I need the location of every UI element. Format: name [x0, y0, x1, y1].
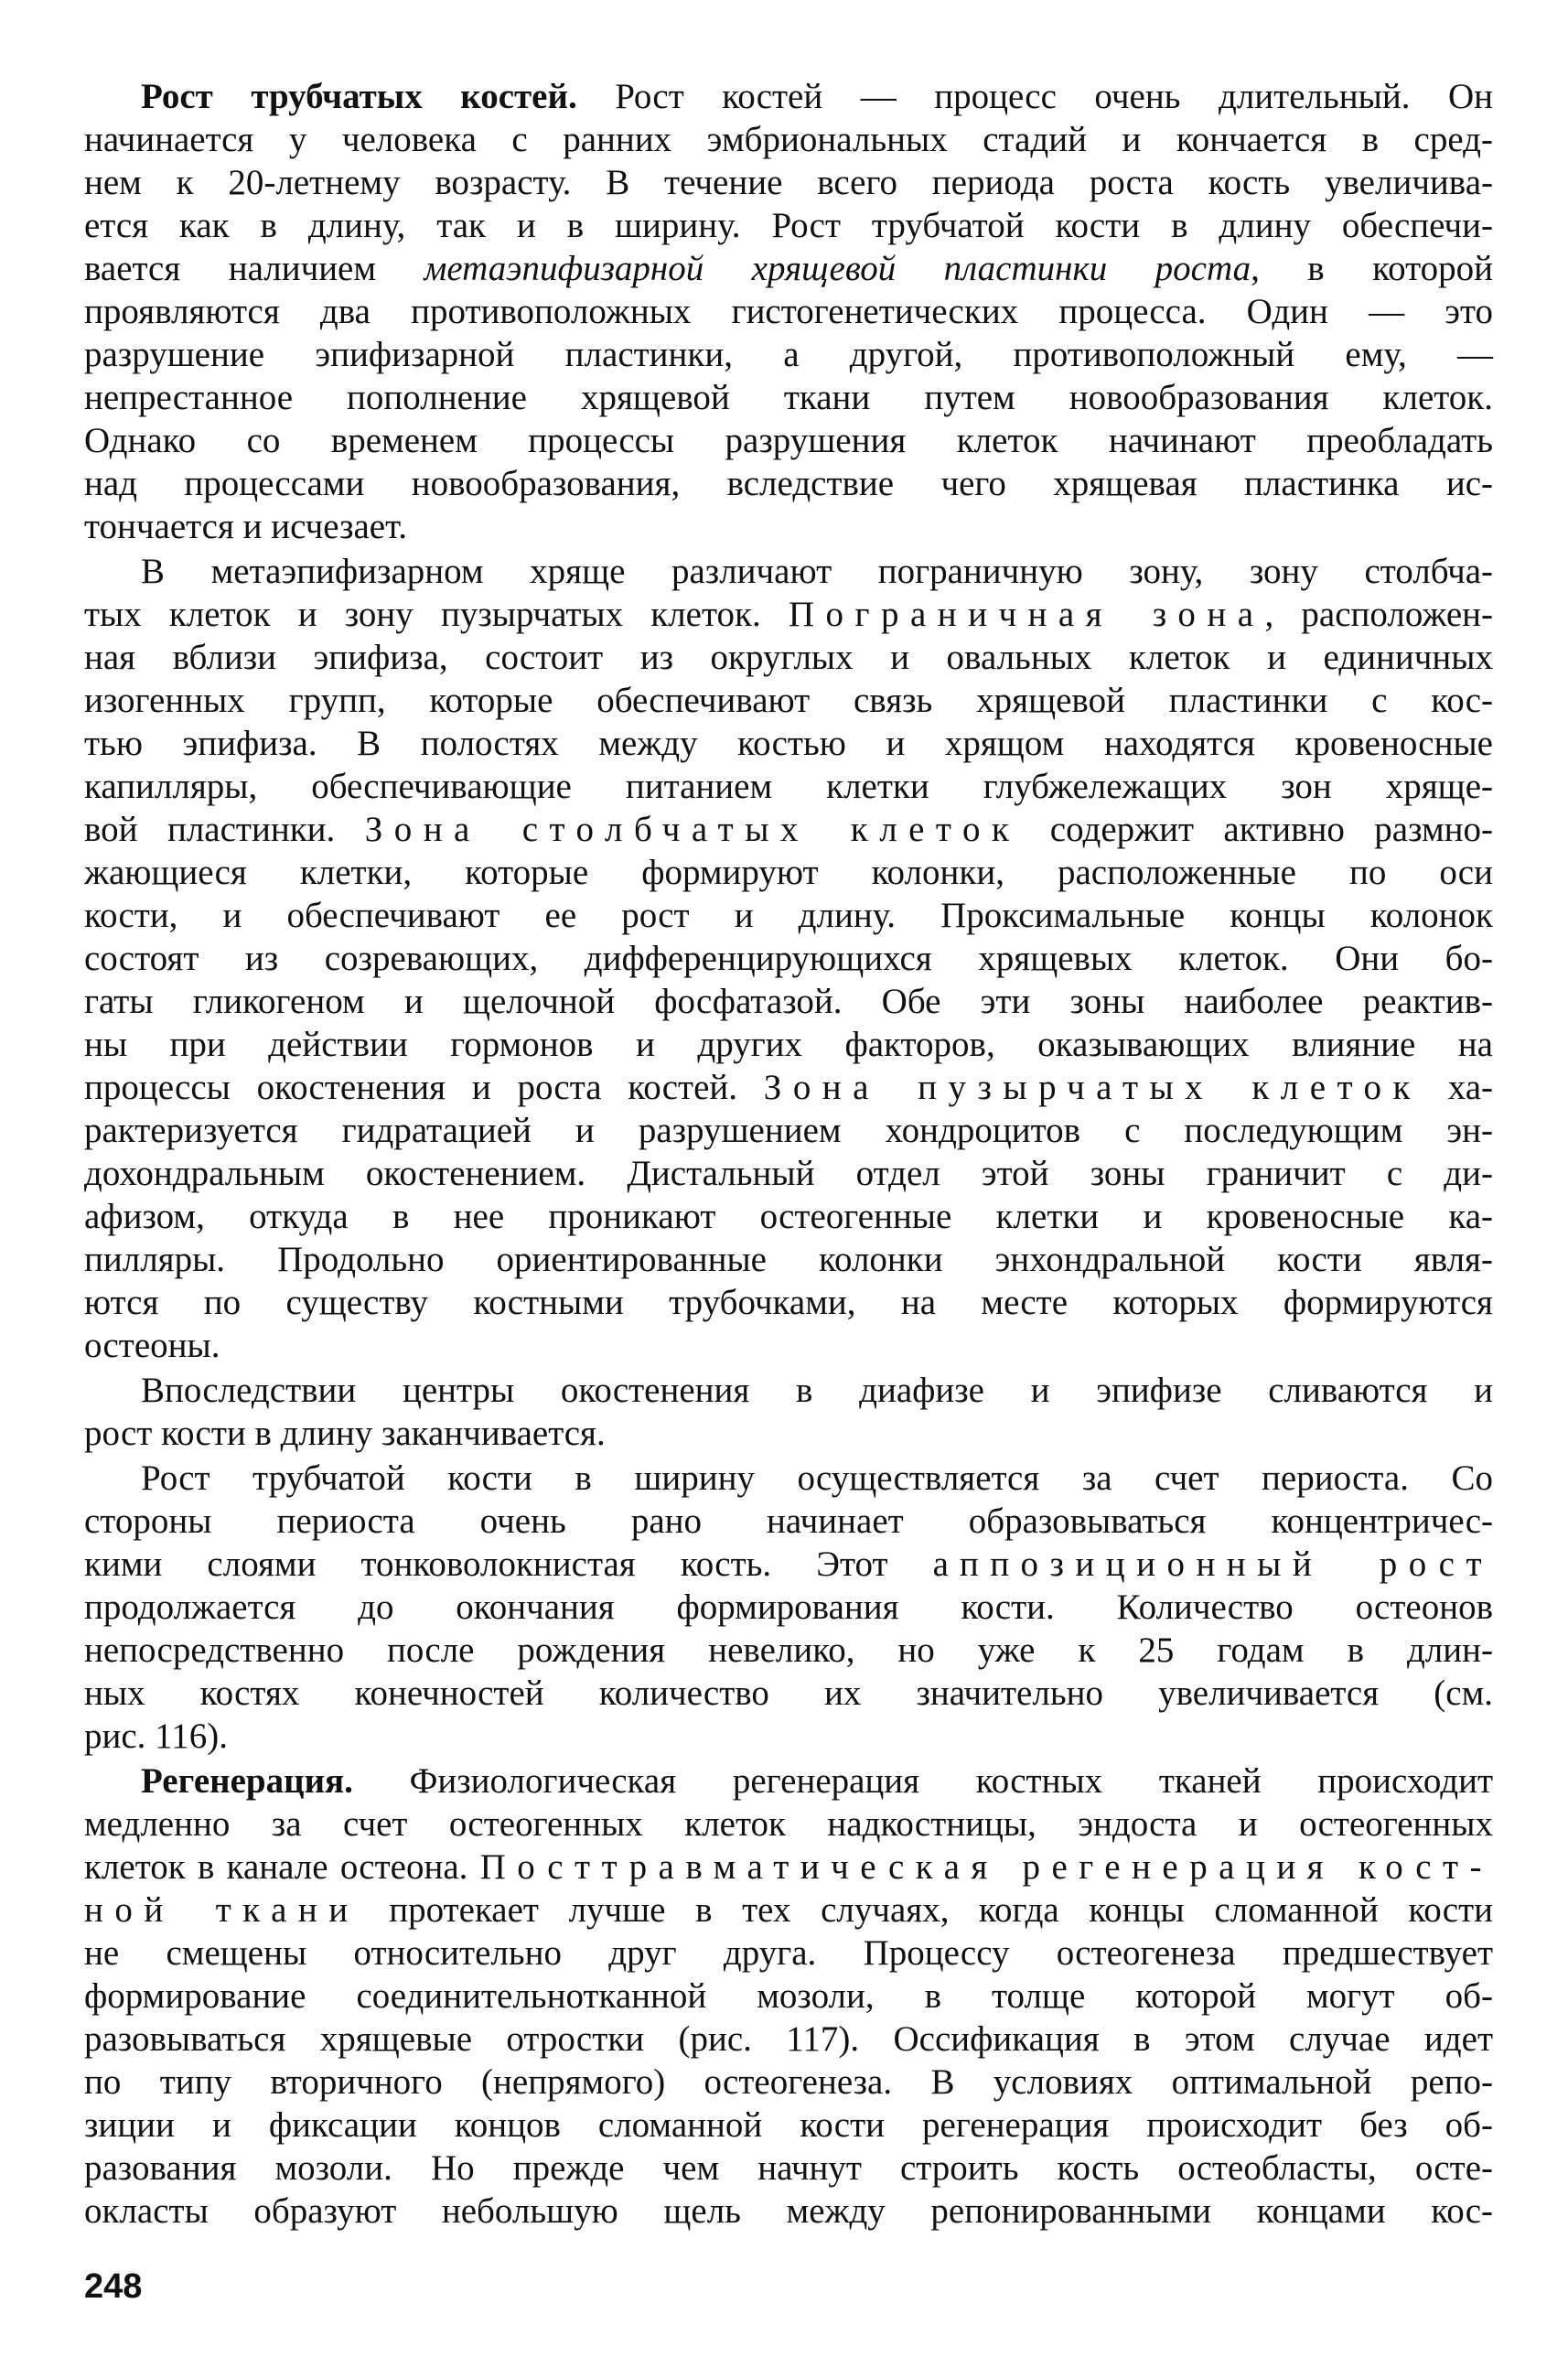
- spaced-term: Посттравматическая регенерация кост-: [479, 1847, 1494, 1887]
- text-line: [84, 808, 1493, 851]
- text-line: [84, 593, 1493, 636]
- text-line: [84, 1932, 1493, 1975]
- paragraph: [84, 75, 1493, 548]
- text-run: окласты образуют небольшую щель между репонированными концами кос-: [84, 2191, 1493, 2231]
- text-run: содержит активно размно-: [1020, 810, 1493, 849]
- text-run: тончается и исчезает.: [84, 507, 407, 546]
- text-line: [84, 1889, 1493, 1932]
- text-line: [84, 161, 1493, 204]
- text-run: рост кости в длину заканчивается.: [84, 1414, 606, 1453]
- text-line: [84, 1760, 1493, 1803]
- text-line: [84, 1500, 1493, 1543]
- text-run: над процессами новообразования, вследствие чего хрящевая пластинка ис-: [84, 464, 1493, 503]
- text-run: кости, и обеспечивают ее рост и длину. Проксимальные концы колонок: [84, 896, 1493, 935]
- text-line: [84, 1066, 1493, 1109]
- text-line: [84, 2061, 1493, 2104]
- text-line: [84, 722, 1493, 765]
- text-line: [84, 550, 1493, 593]
- text-run: состоят из созревающих, дифференцирующихся хрящевых клеток. Они бо-: [84, 939, 1493, 978]
- text-line: [84, 1672, 1493, 1715]
- text-run: рактеризуется гидратацией и разрушением хондроцитов с последующим эн-: [84, 1111, 1493, 1150]
- text-run: клеток в канале остеона.: [84, 1847, 480, 1887]
- text-run: медленно за счет остеогенных клеток надкостницы, эндоста и остеогенных: [84, 1804, 1493, 1844]
- text-run: формирование соединительнотканной мозоли, в толще которой могут об-: [84, 1976, 1493, 2016]
- spaced-term: аппозиционный рост: [932, 1544, 1493, 1584]
- text-run: ная вблизи эпифиза, состоит из округлых и овальных клеток и единичных: [84, 638, 1493, 677]
- text-line: [84, 462, 1493, 505]
- text-line: [84, 851, 1493, 894]
- text-run: ны при действии гормонов и других факторов, оказывающих влияние на: [84, 1025, 1493, 1064]
- text-run: разрушение эпифизарной пластинки, а другой, противоположный ему, —: [84, 335, 1493, 374]
- text-run: В метаэпифизарном хряще различают пограничную зону, зону столбча-: [141, 552, 1493, 591]
- text-line: [84, 247, 1493, 290]
- spaced-term: Пограничная зона: [788, 595, 1265, 634]
- text-run: гаты гликогеном и щелочной фосфатазой. Обе эти зоны наиболее реактив-: [84, 982, 1493, 1021]
- text-run: нем к 20-летнему возрасту. В течение всего периода роста кость увеличива-: [84, 163, 1493, 202]
- text-run: Рост трубчатой кости в ширину осуществляется за счет периоста. Со: [141, 1458, 1493, 1498]
- text-run: остеоны.: [84, 1326, 220, 1365]
- text-line: [84, 2018, 1493, 2061]
- text-run: разовываться хрящевые отростки (рис. 117). Оссификация в этом случае идет: [84, 2019, 1493, 2059]
- text-line: [84, 765, 1493, 808]
- text-run: Однако со временем процессы разрушения клеток начинают преобладать: [84, 421, 1493, 460]
- spaced-term: Зона столбчатых клеток: [364, 810, 1021, 849]
- text-run: вается наличием: [84, 249, 424, 288]
- text-line: [84, 1238, 1493, 1281]
- text-line: [84, 1369, 1493, 1412]
- italic-term: метаэпифизарной хрящевой пластинки роста: [424, 249, 1251, 288]
- text-line: [84, 419, 1493, 462]
- text-run: дохондральным окостенением. Дистальный отдел этой зоны граничит с ди-: [84, 1154, 1493, 1193]
- text-line: [84, 937, 1493, 980]
- text-run: тью эпифиза. В полостях между костью и хрящом находятся кровеносные: [84, 724, 1493, 763]
- text-run: процессы окостенения и роста костей.: [84, 1068, 764, 1107]
- text-line: [84, 1412, 1493, 1455]
- text-line: [84, 1803, 1493, 1846]
- bold-heading: Рост трубчатых костей.: [141, 77, 577, 116]
- spaced-term: Зона пузырчатых клеток: [763, 1068, 1422, 1107]
- text-run: непрестанное пополнение хрящевой ткани путем новообразования клеток.: [84, 378, 1493, 417]
- text-line: [84, 1281, 1493, 1324]
- text-run: протекает лучше в тех случаях, когда концы сломанной кости: [359, 1890, 1493, 1930]
- text-line: [84, 204, 1493, 247]
- text-line: [84, 1457, 1493, 1500]
- text-line: [84, 2190, 1493, 2233]
- text-line: [84, 1846, 1493, 1889]
- text-line: [84, 1715, 1493, 1758]
- text-run: проявляются два противоположных гистогенетических процесса. Один — это: [84, 292, 1493, 331]
- text-run: стороны периоста очень рано начинает образовываться концентричес-: [84, 1501, 1493, 1541]
- text-run: разования мозоли. Но прежде чем начнут строить кость остеобласты, осте-: [84, 2148, 1493, 2188]
- text-run: рис. 116).: [84, 1717, 228, 1756]
- text-run: Впоследствии центры окостенения в диафизе и эпифизе сливаются и: [141, 1371, 1493, 1410]
- paragraph: [84, 1457, 1493, 1758]
- text-run: жающиеся клетки, которые формируют колонки, расположенные по оси: [84, 853, 1493, 892]
- paragraph: [84, 1369, 1493, 1455]
- text-line: [84, 636, 1493, 679]
- text-run: афизом, откуда в нее проникают остеогенные клетки и кровеносные ка-: [84, 1197, 1493, 1236]
- text-line: [84, 1629, 1493, 1672]
- page-number: 248: [84, 2267, 143, 2306]
- text-run: Физиологическая регенерация костных тканей происходит: [352, 1761, 1493, 1801]
- text-run: тых клеток и зону пузырчатых клеток.: [84, 595, 789, 634]
- text-run: ются по существу костными трубочками, на месте которых формируются: [84, 1283, 1493, 1322]
- text-line: [84, 505, 1493, 548]
- text-line: [84, 376, 1493, 419]
- text-run: пилляры. Продольно ориентированные колонки энхондральной кости явля-: [84, 1240, 1493, 1279]
- text-line: [84, 980, 1493, 1023]
- text-run: зиции и фиксации концов сломанной кости регенерация происходит без об-: [84, 2105, 1493, 2145]
- text-line: [84, 2147, 1493, 2190]
- text-line: [84, 1109, 1493, 1152]
- text-line: [84, 1195, 1493, 1238]
- text-line: [84, 1023, 1493, 1066]
- text-run: ных костях конечностей количество их значительно увеличивается (см.: [84, 1674, 1493, 1713]
- text-run: изогенных групп, которые обеспечивают связь хрящевой пластинки с кос-: [84, 681, 1493, 720]
- text-run: , в которой: [1251, 249, 1493, 288]
- text-line: [84, 1543, 1493, 1586]
- paragraph: [84, 1760, 1493, 2233]
- text-run: капилляры, обеспечивающие питанием клетки глубжележащих зон хряще-: [84, 767, 1493, 806]
- text-line: [84, 894, 1493, 937]
- text-run: ется как в длину, так и в ширину. Рост трубчатой кости в длину обеспечи-: [84, 206, 1493, 245]
- paragraph: [84, 550, 1493, 1367]
- bold-heading: Регенерация.: [141, 1761, 353, 1801]
- text-line: [84, 679, 1493, 722]
- text-run: , расположен-: [1264, 595, 1493, 634]
- text-run: непосредственно после рождения невелико, но уже к 25 годам в длин-: [84, 1631, 1493, 1670]
- text-run: кими слоями тонковолокнистая кость. Этот: [84, 1544, 933, 1584]
- text-run: начинается у человека с ранних эмбриональных стадий и кончается в сред-: [84, 120, 1493, 159]
- text-line: [84, 2104, 1493, 2147]
- text-run: ха-: [1421, 1068, 1493, 1107]
- text-line: [84, 1975, 1493, 2018]
- text-line: [84, 118, 1493, 161]
- text-line: [84, 1324, 1493, 1367]
- text-line: [84, 75, 1493, 118]
- text-run: не смещены относительно друг друга. Процессу остеогенеза предшествует: [84, 1933, 1493, 1973]
- page-body: [84, 75, 1493, 2234]
- text-run: продолжается до окончания формирования кости. Количество остеонов: [84, 1587, 1493, 1627]
- text-line: [84, 290, 1493, 333]
- spaced-term: ной ткани: [84, 1890, 360, 1930]
- text-line: [84, 1152, 1493, 1195]
- text-run: Рост костей — процесс очень длительный. Он: [576, 77, 1493, 116]
- text-run: вой пластинки.: [84, 810, 365, 849]
- text-line: [84, 1586, 1493, 1629]
- text-line: [84, 333, 1493, 376]
- text-run: по типу вторичного (непрямого) остеогенеза. В условиях оптимальной репо-: [84, 2062, 1493, 2102]
